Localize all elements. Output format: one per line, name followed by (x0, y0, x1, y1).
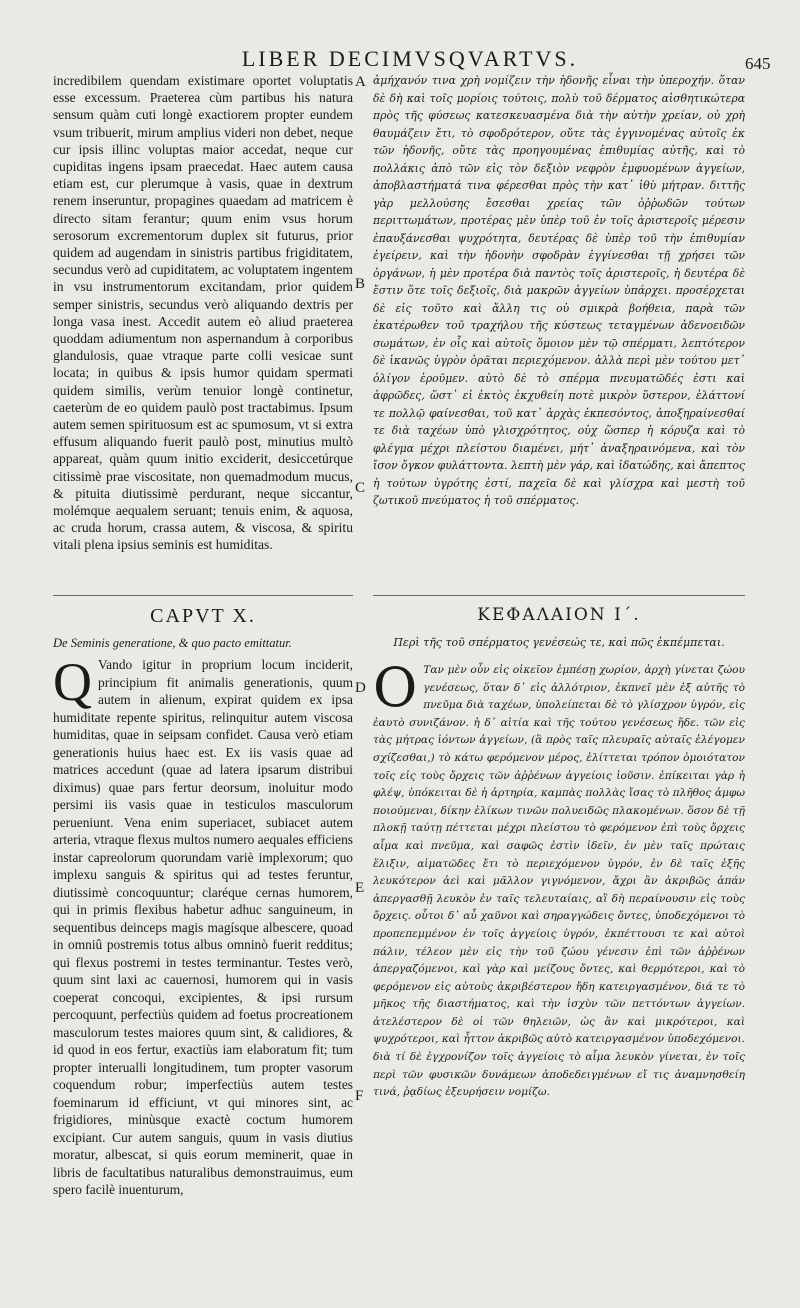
margin-letter-e: E (355, 880, 365, 896)
chapter-heading-latin: CAPVT X. (150, 605, 256, 627)
margin-letter-f: F (355, 1088, 364, 1104)
page-number: 645 (745, 54, 771, 73)
greek-chapter-text: Ταν μὲν οὖν εἰς οἰκεῖον ἐμπέσῃ χωρίον, ἀρχὴ γίνεται ζώου γενέσεως, ὅταν δ᾿ εἰς ἀλλότριον, ἐκπνεῖ μὲν ἐξ αὐτῆς τὸ πνεῦμα διὰ ταχέων, ὑπολείπεται δὲ τὸ γλίσχρον ὑγρόν, εἰς ἑαυτὸ συνιζάνον. ἡ δ᾿ αἰτία καὶ τῆς τούτου γενέσεως ἥδε. τῶν εἰς τὰς μήτρας ἰόντων ἀγγείων, (ἃ πρὸς ταῖς πλευραῖς αὐταῖς ἐλέγομεν σχίζεσθαι,) τὸ κάτω φερόμενον μέρος, ἑλίττεται τρόπον ὁμοιότατον τοῖς εἰς τοὺς ὄρχεις τῶν ἀῤῥένων ἀγγείοις ἰοῦσιν. ἐπίκειται γὰρ ἡ φλέψ, ὑπόκειται δὲ ἡ ἀρτηρία, καμπὰς πολλὰς ἴσας τὸ πλῆθος ἀμφω ποιούμεναι, δίκην ἑλίκων τινῶν πολυειδῶς πλακομένων. ὅσον δὲ τῇ πλοκῇ ταύτῃ πέττεται μέχρι πλείστου τὸ φερόμενον ἐπὶ τοὺς ὄρχεις αἷμα καὶ πνεῦμα, καὶ σαφῶς ἐστὶν ἰδεῖν, ἐν μὲν ταῖς πρώταις ἕλιξιν, αἱματῶδες ἔτι τὸ περιεχόμενον ὑγρόν, ἐν δὲ ταῖς ἐξῆς λευκότερον ἀεὶ καὶ μᾶλλον γιγνόμενον, ἄχρι ἂν ἀκριβῶς ἁπάν ἀπεργασθῇ λευκὸν ἐν ταῖς τελευταίαις, αἳ δὴ περαίνουσιν εἰς τοὺς ὄρχεις. οὗτοι δ᾿ αὖ χαῦνοι καὶ σηραγγώδεις ὄντες, ὑποδεχόμενοι τὸ προπεπεμμένον ἐν τοῖς ἀγγείοις ὑγρόν, ἐκπέττουσι τε καὶ αὐτοὶ πάλιν, τέλεον μὲν εἰς τὴν τοῦ ζώου γένεσιν ἐπὶ τῶν ἀῤῥένων ἀπεργαζόμενοι, καὶ γὰρ καὶ μείζους ὄντες, καὶ θερμότεροι, καὶ τὸ φερόμενον εἰς αὐτοὺς ἀκριβέστερον ἤδη κατειργασμένον, διά τε τὸ μῆκος τῆς διαστήματος, καὶ τὴν ἰσχὺν τῶν πεττόντων ἀγγείων. ἀτελέστερον δὲ οἱ τῶν θηλειῶν, ὡς ἂν καὶ μικρότεροι, καὶ ψυχρότεροι, καὶ ἧττον ἀκριβῶς αὐτὸ κατειργασμένον ὑποδεχόμενοι. διὰ τί δὲ ἐγχρονίζον τοῖς ἀγγείοις τὸ αἷμα λευκὸν γίνεται, ἐν τοῖς περὶ τῶν φυσικῶν δυνάμεων ἀποδεδειγμένων εἴ τις ἀναμνησθείη τινά, ῥᾳδίως ἐξευρήσειν νομίζω. (373, 664, 745, 1099)
dropcap-latin: Q (53, 652, 92, 712)
chapter-subtitle-latin: De Seminis generatione, & quo pacto emittatur. (53, 636, 292, 650)
section-rule-left (53, 595, 353, 596)
chapter-heading-greek: ΚΕΦΑΛΑΙΟΝ Ι΄. (477, 605, 641, 625)
greek-paragraph: ἀμήχανόν τινα χρὴ νομίζειν τὴν ἡδονῆς εἶναι τὴν ὑπεροχήν. ὅταν δὲ δὴ καὶ τοῖς μορίοις τούτοις, πολὺ τοῦ δέρματος αἰσθητικώτερα πρὸς τῆς φύσεως κατεσκευασμένα διὰ τὴν αὐτὴν χρείαν, οὐ χρὴ θαυμάζειν ἔτι, τὸ σφοδρότερον, οὔτε τὰς ἐγγινομένας αὐτοῖς ἐκ τῶν ἡδονῆς, οὔτε τὰς προηγουμένας ἐπιθυμίας αὐτῆς, καὶ τὸ πολλάκις ἀπὸ τῶν εἰς τὸν δεξιὸν νεφρὸν ἐμφυομένων ἀγγείων, ἀποβλαστήματά τινα φέρεσθαι πρὸς τὴν κατ᾿ ἰθὺ μήτραν. διττῆς γὰρ μελλούσης ἔσεσθαι χρείας τῶν ὀῤῥωδῶν τούτων περιττωμάτων, προτέρας μὲν ὑπὲρ τοῦ ἐν τοῖς ἀριστεροῖς μέρεσιν ἐπαυξάνεσθαι ψυχρότητα, δευτέρας δὲ ὑπὲρ τοῦ τὴν ἐπιθυμίαν ἐγείρειν, καὶ τὴν ἡδονὴν σφοδρὰν ἐγγίνεσθαι τῇ χρήσει τῶν ὀργάνων, ἡ μὲν προτέρα διὰ παντὸς τοῖς ἀριστεροῖς, ἡ δευτέρα δὲ ἔστιν ὅτε τοῖς δεξιοῖς, διὰ μακρῶν ἀγγείων ὑπάρχει. προσέρχεται δὲ εἰς τοῦτο καὶ ἄλλη τις οὐ σμικρὰ βοήθεια, παρὰ τῶν ἑκατέρωθεν τοῦ τραχήλου τῆς κύστεως τεταγμένων ἀδενοειδῶν σωμάτων, ἐν οἷς καὶ αὐτοῖς ὅμοιον μὲν τῷ σπέρματι, λεπτότερον δὲ ἱκανῶς ὑγρὸν ὁρᾶται περιεχόμενον. ἀλλὰ περὶ μὲν τούτου μετ᾿ ὀλίγον ἐροῦμεν. αὐτὸ δὲ τὸ σπέρμα πνευματῶδές ἐστι καὶ ἀφρῶδες, ὥστ᾿ εἰ ἐκτὸς ἐκχυθείη ποτὲ μικρὸν ὕστερον, ἐλάττονί τε πολλῷ φαίνεσθαι, τοῦ κατ᾿ ἀρχὰς ἐκπεσόντος, ἀποξηραίνεσθαί τε διὰ ταχέων ὑπὸ γλισχρότητος, οὐχ ὥσπερ ἡ κόρυζα καὶ τὸ φλέγμα μέχρι πλείστου διαμένει, μήτ᾿ ἀναξηραινόμενα, καὶ τὸν ἴσον ὄγκον φυλάττοντα. λεπτὴ μὲν γάρ, καὶ ἰδατώδης, καὶ ἄπεπτος ἡ τούτων ὑγρότης ἐστί, παχεῖα δὲ καὶ γλίσχρα καὶ μεστὴ τοῦ ζωτικοῦ πνεύματος ἡ τοῦ σπέρματος. (373, 74, 745, 507)
margin-letter-a: A (355, 74, 366, 90)
chapter-subtitle-greek: Περὶ τῆς τοῦ σπέρματος γενέσεώς τε, καὶ πῶς ἐκπέμπεται. (393, 636, 725, 649)
latin-chapter-text: Vando igitur in proprium locum inciderit, principium fit animalis generationis, quum autem in alienum, expirat quidem ex ipsa humiditate repente spiritus, relinquitur autem viscosa humiditas, quae in seipsam confidet. Causa verò etiam generationis huius haec est. Ex iis vasis quae ad matrices accedunt (quae ad latera ipsarum distribui diximus) quae pars fertur deorsum, inoluitur modo persimi iis vasis quae in testiculos masculorum perueniunt. Vena enim superiacet, subiacet autem arteria, vtraque flexus multos numero aequales efficiens instar capreolorum quorundam variè implexorum; quo implexu sanguis & spiritus qui ad testes feruntur, diutissimè concoquuntur; claréque cernas humorem, qui in primis flexibus habetur adhuc sanguineum, in sequentibus deinceps magis magísque albescere, quoad in omniû postremis totus albus omninò fuerit redditus; qui flexus postremi in testes terminantur. Testes verò, quum sint laxi ac cauernosi, humorem qui in vasis coeperat concoqui, excipientes, & ipsi rursum percoquunt, perfectiùs quidem ad foetus procreationem masculorum testes maiores quum sint, & calidiores, & id quod in eos fertur, exactiùs iam elaboratum fit; tum propter interualli longitudinem, tum propter vasorum coquendum robur; imperfectiùs autem testes foeminarum id efficiunt, vt qui minores sint, ac frigidiores, minùsque exactè coctum humorem excipiant. Cur autem sanguis, quum in vasis diutius moratur, albescat, si quis eorum meminerit, quae in libris de facultatibus naturalibus demonstrauimus, eum spero facilè inuenturum, (53, 657, 353, 1197)
chapter-body-greek (373, 656, 745, 1102)
margin-letter-d: D (355, 680, 366, 696)
margin-letter-b: B (355, 276, 366, 292)
chapter-body-latin (53, 652, 353, 1199)
latin-column-top (53, 72, 353, 554)
dropcap-greek: Ο (373, 656, 418, 719)
greek-column-top (373, 72, 745, 510)
section-rule-right (373, 595, 745, 596)
running-head: LIBER DECIMVSQVARTVS. (241, 46, 579, 71)
latin-paragraph: incredibilem quendam existimare oportet voluptatis esse excessum. Praeterea cùm partibus his natura sensum quàm cuti longè exactiorem propter eundem vsum tribuerit, mirum amplius videri non debet, neque cur ipsis illinc voluptas maior accedat, neque cur cupiditas ingens ipsam praecedat. Haec autem causa etiam est, cur plerumque à vasis, quae in dextrum renem inseruntur, propagines quaedam ad matricem è directo sitam ferantur; quum enim vsus horum serosorum excrementorum duplex sit futurus, prior quidem ad augendam in sinistris partibus frigiditatem, secundus verò ad cupiditatem, ac voluptatem ingentem in vsu instrumentorum excitandam, prior quidem semper sinistris, secundus verò aliquando dextris per longa vasa inest. Accedit autem eò aliud praeterea quoddam adiumentum non aspernandum à corporibus glandulosis, quae vtraque parte colli vesicae sunt locata; in quibus & ipsis humor quidam spermati quidem similis, verùm tenuior longè continetur, caeterùm de eo quidem paulò post tractabimus. Ipsum autem semen spirituosum est ac spumosum, vt si extra effusum aliquando fuerit paulò post, minutius multò appareat, quàm quum initio exciderit, desiccetúrque citissimè prae viscositate, non quemadmodum mucus, & pituita diutissimè perdurant, neque siccantur, molémque aequalem seruant; tenuis enim, & aquosa, ac cruda horum, crassa autem, & viscosa, & spiritu vitali plena ipsius seminis est humiditas. (53, 73, 353, 553)
margin-letter-c: C (355, 480, 366, 496)
